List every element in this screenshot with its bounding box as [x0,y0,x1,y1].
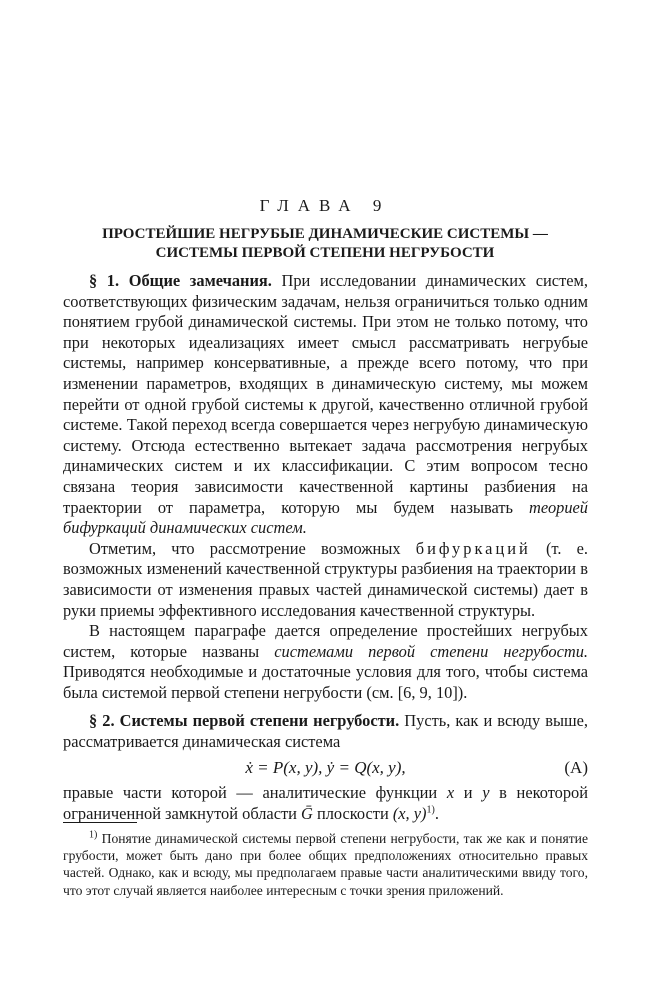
section-2-p2-c: в некоторой ограниченной замкнутой области [63,783,589,823]
footnote-text: Понятие динамической системы первой степени негрубости, так же как и понятие грубости, может быть дано при более общих предположениях относительно правых частей. Однако, как и всюду, мы предполагаем правые части аналитическими ввиду того, что этот случай является наиболее интересным с точки зрения приложений. [63,831,588,898]
equation-a-body: ẋ = P(x, y), ẏ = Q(x, y), [245,758,406,778]
section-1 [63,271,588,703]
section-2-p2-e: . [434,803,439,823]
chapter-title-line-1: ПРОСТЕЙШИЕ НЕГРУБЫЕ ДИНАМИЧЕСКИЕ СИСТЕМЫ — [102,226,548,242]
equation-a [63,753,588,783]
chapter-title [60,225,590,263]
section-2-p2-xy: (x, y) [392,803,427,823]
section-1-paragraph-2 [63,539,588,621]
section-1-p3-end: Приводятся необходимые и достаточные условия для того, чтобы система была системой первой степени негрубости (см. [6, 9, 10]). [63,662,588,702]
section-1-p1-text: При исследовании динамических систем, соответствующих физическим задачам, нельзя ограничиться только одним понятием грубой динамической системы. При этом не только потому, что при некоторых идеализациях имеет смысл рассматривать негрубые системы, например консервативные, а прежде всего потому, что при изменении параметров, входящих в динамическую систему, мы можем перейти от одной грубой системы к другой, качественно отличной грубой системе. Такой переход всегда совершается через негрубую динамическую систему. Отсюда естественно вытекает задача рассмотрения негрубых динамических систем и их классификации. С этим вопросом тесно связана теория зависимости качественной картины разбиения на траектории от параметра, которую мы будем называть [63,271,588,517]
footnote-divider [63,822,137,823]
section-2-p2-a: правые части которой — аналитические функции [63,783,447,803]
section-1-heading: § 1. Общие замечания. [89,271,272,290]
section-1-paragraph-3 [63,621,588,703]
section-1-p3-italic: системами первой степени негрубости. [274,641,589,661]
section-1-paragraph-1 [63,271,588,539]
footnote-reference[interactable]: 1) [426,804,435,816]
chapter-title-line-2: СИСТЕМЫ ПЕРВОЙ СТЕПЕНИ НЕГРУБОСТИ [155,245,495,261]
section-1-p2-start: Отметим, что рассмотрение возможных [89,538,416,558]
footnote-mark: 1) [89,829,98,841]
footnote [63,830,588,899]
section-2-p2-G: Ḡ [301,803,313,823]
section-2-paragraph-1 [63,711,588,752]
section-2 [63,711,588,824]
section-2-p2-x: x [446,783,455,803]
equation-a-tag: (A) [564,758,588,778]
section-2-p2-b: и [454,783,483,803]
section-2-heading: § 2. Системы первой степени негрубости. [89,711,400,730]
section-1-p1-italic: теорией бифуркаций динамических систем. [63,497,588,538]
section-1-p2-spaced: бифуркаций [415,538,531,558]
section-2-p1-text: Пусть, как и всюду выше, рассматривается динамическая система [63,711,588,751]
section-1-p3-start: В настоящем параграфе дается определение простейших негрубых систем, которые названы [63,621,588,661]
chapter-heading: ГЛАВА 9 [259,196,391,215]
section-1-p2-end: (т. е. возможных изменений качественной структуры разбиения на траектории в зависимости от изменения правых частей динамической системы) дает в руки приемы эффективного исследования качественной структуры. [63,538,588,620]
section-2-p2-d: плоскости [312,803,393,823]
section-2-p2-y: y [482,783,490,803]
section-2-paragraph-2 [63,783,588,824]
